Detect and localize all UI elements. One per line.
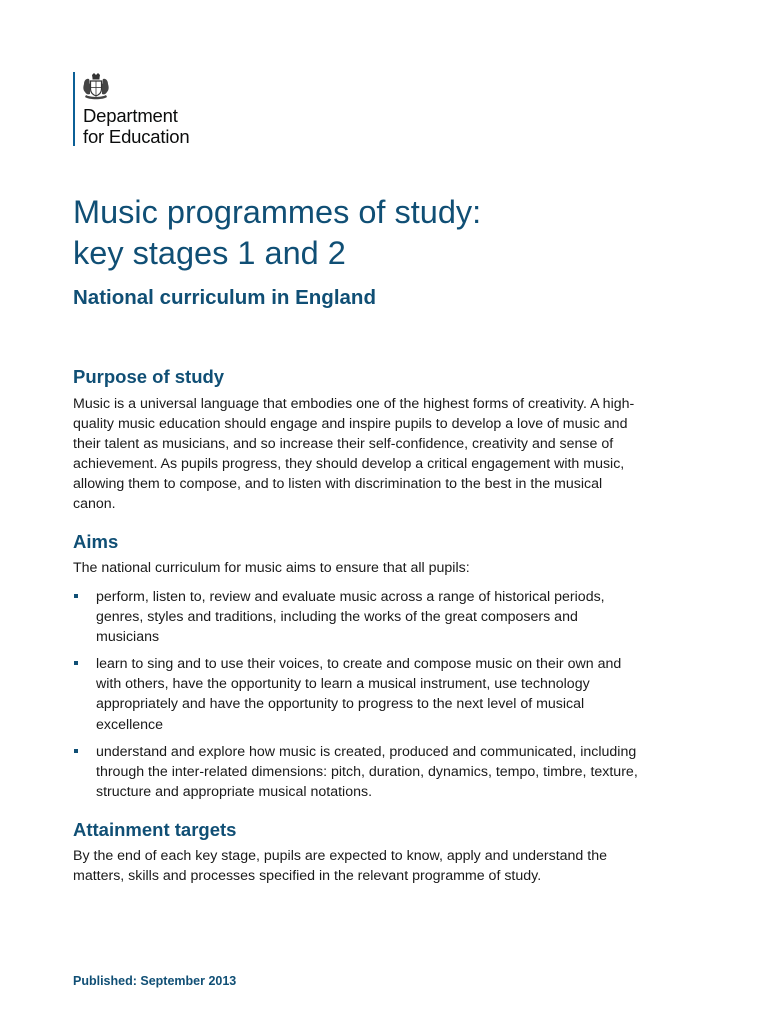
title-line-2: key stages 1 and 2 xyxy=(73,235,346,271)
aims-heading: Aims xyxy=(73,531,119,552)
purpose-line: allowing them to compose, and to listen with discrimination to the best in the musical xyxy=(73,476,603,493)
purpose-line: Music is a universal language that embodies one of the highest forms of creativity. A high- xyxy=(73,396,635,412)
aims-list-item xyxy=(73,654,695,734)
logo-text xyxy=(83,105,189,147)
aims-list-item xyxy=(73,742,695,802)
purpose-line: achievement. As pupils progress, they should develop a critical engagement with music, xyxy=(73,456,625,473)
attainment-line: By the end of each key stage, pupils are expected to know, apply and understand the xyxy=(73,848,607,864)
aims-intro: The national curriculum for music aims to ensure that all pupils: xyxy=(73,560,470,576)
document-title xyxy=(73,192,713,274)
attainment-paragraph xyxy=(73,846,695,886)
logo-divider-bar xyxy=(73,72,75,146)
logo-line-for-education: for Education xyxy=(83,126,190,147)
purpose-line: their talent as musicians, and so increase their self-confidence, creativity and sense of xyxy=(73,436,614,453)
aims-item-line: understand and explore how music is created, produced and communicated, including xyxy=(96,743,637,760)
aims-item-line: musicians xyxy=(96,629,160,646)
aims-item-line: with others, have the opportunity to learn a musical instrument, use technology xyxy=(96,676,590,693)
purpose-heading: Purpose of study xyxy=(73,366,225,387)
title-line-1: Music programmes of study: xyxy=(73,194,482,230)
published-date: Published: September 2013 xyxy=(73,974,237,988)
royal-coat-of-arms-icon xyxy=(79,72,113,102)
aims-item-line: structure and appropriate musical notations. xyxy=(96,783,373,800)
aims-item-line: perform, listen to, review and evaluate music across a range of historical periods, xyxy=(96,589,605,605)
aims-item-line: excellence xyxy=(96,716,164,733)
square-bullet-icon xyxy=(74,661,78,665)
square-bullet-icon xyxy=(74,594,78,598)
department-logo xyxy=(73,72,213,172)
purpose-paragraph xyxy=(73,394,695,515)
document-subtitle: National curriculum in England xyxy=(73,286,376,309)
aims-item-line: genres, styles and traditions, including the works of the great composers and xyxy=(96,609,578,626)
purpose-line: canon. xyxy=(73,496,116,513)
aims-list-item xyxy=(73,587,695,647)
aims-item-line: appropriately and have the opportunity to progress to the next level of musical xyxy=(96,696,585,713)
attainment-line: matters, skills and processes specified in the relevant programme of study. xyxy=(73,868,542,885)
aims-item-line: learn to sing and to use their voices, to create and compose music on their own and xyxy=(96,656,622,673)
square-bullet-icon xyxy=(74,749,78,753)
aims-list xyxy=(73,587,695,809)
aims-item-line: through the inter-related dimensions: pitch, duration, dynamics, tempo, timbre, texture, xyxy=(96,763,638,780)
purpose-line: quality music education should engage and inspire pupils to develop a love of music and xyxy=(73,416,628,433)
attainment-heading: Attainment targets xyxy=(73,819,237,840)
logo-line-department: Department xyxy=(83,105,178,126)
